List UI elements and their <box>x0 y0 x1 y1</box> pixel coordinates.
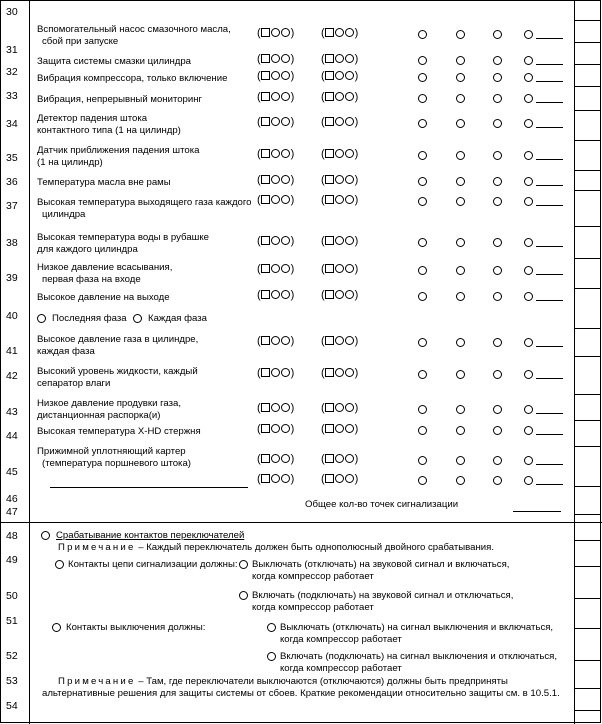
option-circle[interactable] <box>493 56 502 65</box>
margin-box-line <box>574 710 601 711</box>
option-group[interactable]: ( ) <box>257 235 295 247</box>
quantity-field[interactable] <box>536 484 563 485</box>
option-circle[interactable] <box>456 370 465 379</box>
option-group[interactable]: ( ) <box>257 27 295 39</box>
option-circle[interactable] <box>456 238 465 247</box>
margin-box-line <box>574 42 601 43</box>
option-circle[interactable] <box>524 456 533 465</box>
line-number: 31 <box>6 44 18 56</box>
line-number: 34 <box>6 118 18 130</box>
option-last-phase: Последняя фаза <box>52 313 127 324</box>
row-label: Детектор падения штока <box>37 113 148 124</box>
margin-box-line <box>574 110 601 111</box>
margin-box-line <box>574 688 601 689</box>
option-group[interactable]: ( ) <box>321 289 359 301</box>
line-number: 51 <box>6 615 18 627</box>
quantity-field[interactable] <box>536 300 563 301</box>
note2-prefix: Примечание <box>58 676 136 687</box>
option-group[interactable]: ( ) <box>257 453 295 465</box>
option-group[interactable]: ( ) <box>257 289 295 301</box>
shutdown-option1-radio[interactable] <box>267 623 276 632</box>
option-group[interactable]: ( ) <box>257 148 295 160</box>
note2-text-cont: альтернативные решения для защиты системы от сбоев. Краткие рекомендации относительно защиты см. в 10.5.1. <box>42 688 560 699</box>
option-circle[interactable] <box>524 73 533 82</box>
option-group[interactable]: ( ) <box>321 335 359 347</box>
option-circle[interactable] <box>493 405 502 414</box>
option-circle[interactable] <box>493 197 502 206</box>
option-circle[interactable] <box>524 30 533 39</box>
margin-box-line <box>574 514 601 515</box>
option-group[interactable]: ( ) <box>257 174 295 186</box>
option-group[interactable]: ( ) <box>321 235 359 247</box>
row-label: для каждого цилиндра <box>37 244 138 255</box>
row-label: Вспомогательный насос смазочного масла, <box>37 24 231 35</box>
option-group[interactable]: ( ) <box>257 70 295 82</box>
row-label: цилиндра <box>42 209 86 220</box>
option-group[interactable]: ( ) <box>321 174 359 186</box>
option-group[interactable]: ( ) <box>321 148 359 160</box>
option-circle[interactable] <box>493 292 502 301</box>
option-circle[interactable] <box>418 456 427 465</box>
option-circle[interactable] <box>524 426 533 435</box>
note-text: – Каждый переключатель должен быть однополюсный двойного срабатывания. <box>135 542 495 553</box>
margin-box-line <box>574 170 601 171</box>
margin-box-line <box>574 86 601 87</box>
line-number: 36 <box>6 176 18 188</box>
shutdown-contacts-label: Контакты выключения должны: <box>66 622 206 633</box>
option-circle[interactable] <box>418 177 427 186</box>
alarm-option2-radio[interactable] <box>239 591 248 600</box>
option-radio[interactable] <box>37 314 46 323</box>
note2-text: – Там, где переключатели выключаются (отключаются) должны быть предприняты <box>135 676 508 687</box>
option-circle[interactable] <box>524 94 533 103</box>
option-group[interactable]: ( ) <box>257 473 295 485</box>
option-circle[interactable] <box>456 73 465 82</box>
line-number: 35 <box>6 152 18 164</box>
option-circle[interactable] <box>493 456 502 465</box>
row-label: дистанционная распорка(и) <box>37 410 161 421</box>
line-number: 50 <box>6 590 18 602</box>
line-number: 53 <box>6 675 18 687</box>
option-circle[interactable] <box>418 30 427 39</box>
option-circle[interactable] <box>456 177 465 186</box>
option-circle[interactable] <box>524 405 533 414</box>
option-circle[interactable] <box>493 476 502 485</box>
line-number: 30 <box>6 6 18 18</box>
quantity-field[interactable] <box>536 434 563 435</box>
option-circle[interactable] <box>418 292 427 301</box>
option-each-phase: Каждая фаза <box>148 313 207 324</box>
right-column-divider <box>574 0 575 724</box>
option-group[interactable]: ( ) <box>321 194 359 206</box>
option-circle[interactable] <box>418 266 427 275</box>
alarm-option2-cont: когда компрессор работает <box>252 602 374 613</box>
line-number: 49 <box>6 554 18 566</box>
row-label: сепаратор влаги <box>37 378 111 389</box>
line-number: 33 <box>6 90 18 102</box>
option-group[interactable]: ( ) <box>257 194 295 206</box>
row-label: первая фаза на входе <box>42 274 141 285</box>
option-circle[interactable] <box>524 56 533 65</box>
option-circle[interactable] <box>418 426 427 435</box>
section-title: Срабатывание контактов переключателей <box>56 530 245 541</box>
option-circle[interactable] <box>418 119 427 128</box>
option-circle[interactable] <box>456 476 465 485</box>
row-label: Высокое давление на выходе <box>37 292 170 303</box>
row-label: (температура поршневого штока) <box>42 458 191 469</box>
margin-box-line <box>574 288 601 289</box>
option-circle[interactable] <box>456 426 465 435</box>
row-label: контактного типа (1 на цилиндр) <box>37 125 181 136</box>
row-label: Защита системы смазки цилиндра <box>37 56 192 67</box>
option-group[interactable]: ( ) <box>257 402 295 414</box>
line-number: 42 <box>6 370 18 382</box>
alarm-option2: Включать (подключать) на звуковой сигнал и отключаться, <box>252 590 514 601</box>
option-circle[interactable] <box>418 476 427 485</box>
shutdown-option1-cont: когда компрессор работает <box>280 634 402 645</box>
option-circle[interactable] <box>456 266 465 275</box>
option-circle[interactable] <box>524 238 533 247</box>
option-circle[interactable] <box>493 119 502 128</box>
option-circle[interactable] <box>524 338 533 347</box>
row-label: Высокий уровень жидкости, каждый <box>37 366 198 377</box>
margin-box-line <box>574 566 601 567</box>
option-circle[interactable] <box>418 238 427 247</box>
quantity-field[interactable] <box>536 464 563 465</box>
alarm-contacts-label: Контакты цепи сигнализации должны: <box>68 559 238 570</box>
option-group[interactable]: ( ) <box>321 27 359 39</box>
shutdown-option2-cont: когда компрессор работает <box>280 663 402 674</box>
option-circle[interactable] <box>524 151 533 160</box>
row-label: Прижимной уплотняющий картер <box>37 446 186 457</box>
custom-entry-line[interactable] <box>50 487 248 488</box>
quantity-field[interactable] <box>536 274 563 275</box>
row-label: Низкое давление продувки газа, <box>37 398 182 409</box>
option-group[interactable]: ( ) <box>321 53 359 65</box>
row-label: Высокая температура выходящего газа каждого <box>37 197 252 208</box>
option-circle[interactable] <box>418 73 427 82</box>
option-circle[interactable] <box>456 56 465 65</box>
option-circle[interactable] <box>418 338 427 347</box>
row-label: (1 на цилиндр) <box>37 157 103 168</box>
quantity-field[interactable] <box>536 346 563 347</box>
shutdown-option2: Включать (подключать) на сигнал выключения и отключаться, <box>280 651 558 662</box>
row-label: Низкое давление всасывания, <box>37 262 173 273</box>
row-label: Высокая температура воды в рубашке <box>37 232 209 243</box>
option-circle[interactable] <box>418 197 427 206</box>
option-circle[interactable] <box>493 338 502 347</box>
option-circle[interactable] <box>418 370 427 379</box>
quantity-field[interactable] <box>536 38 563 39</box>
option-circle[interactable] <box>418 56 427 65</box>
option-group[interactable]: ( ) <box>257 53 295 65</box>
option-group[interactable]: ( ) <box>321 423 359 435</box>
option-group[interactable]: ( ) <box>257 263 295 275</box>
line-number: 43 <box>6 406 18 418</box>
line-number: 41 <box>6 345 18 357</box>
option-group[interactable]: ( ) <box>321 116 359 128</box>
option-circle[interactable] <box>493 238 502 247</box>
quantity-field[interactable] <box>536 205 563 206</box>
option-circle[interactable] <box>418 94 427 103</box>
margin-box-line <box>574 540 601 541</box>
option-circle[interactable] <box>524 119 533 128</box>
margin-box-line <box>574 328 601 329</box>
quantity-field[interactable] <box>536 246 563 247</box>
option-group[interactable]: ( ) <box>257 116 295 128</box>
shutdown-option1: Выключать (отключать) на сигнал выключения и включаться, <box>280 622 554 633</box>
row-label: сбой при запуске <box>42 36 119 47</box>
option-group[interactable]: ( ) <box>257 335 295 347</box>
option-group[interactable]: ( ) <box>321 473 359 485</box>
row-label: Температура масла вне рамы <box>37 177 171 188</box>
option-circle[interactable] <box>456 119 465 128</box>
number-column-divider <box>29 0 30 724</box>
note-prefix: Примечание <box>58 542 136 553</box>
alarm-contacts-radio[interactable] <box>55 560 64 569</box>
margin-box-line <box>574 660 601 661</box>
option-circle[interactable] <box>456 456 465 465</box>
option-circle[interactable] <box>493 30 502 39</box>
option-circle[interactable] <box>418 405 427 414</box>
shutdown-contacts-radio[interactable] <box>52 623 61 632</box>
option-circle[interactable] <box>456 338 465 347</box>
option-circle[interactable] <box>524 266 533 275</box>
margin-box-line <box>574 20 601 21</box>
margin-box-line <box>574 258 601 259</box>
quantity-field[interactable] <box>536 81 563 82</box>
quantity-field[interactable] <box>536 127 563 128</box>
line-number: 46 <box>6 493 18 505</box>
line-number: 39 <box>6 272 18 284</box>
margin-box-line <box>574 420 601 421</box>
option-circle[interactable] <box>524 370 533 379</box>
option-circle[interactable] <box>456 405 465 414</box>
option-group[interactable]: ( ) <box>321 70 359 82</box>
margin-box-line <box>574 628 601 629</box>
margin-box-line <box>574 486 601 487</box>
alarm-option1-radio[interactable] <box>239 560 248 569</box>
option-circle[interactable] <box>524 292 533 301</box>
option-circle[interactable] <box>493 266 502 275</box>
margin-box-line <box>574 226 601 227</box>
line-number: 52 <box>6 650 18 662</box>
row-label: Вибрация, непрерывный мониторинг <box>37 94 203 105</box>
option-group[interactable]: ( ) <box>257 423 295 435</box>
option-circle[interactable] <box>493 73 502 82</box>
option-circle[interactable] <box>456 292 465 301</box>
option-circle[interactable] <box>493 177 502 186</box>
line-number: 32 <box>6 66 18 78</box>
quantity-field[interactable] <box>536 413 563 414</box>
section-radio[interactable] <box>41 531 50 540</box>
quantity-field[interactable] <box>536 102 563 103</box>
quantity-field[interactable] <box>536 159 563 160</box>
line-number: 40 <box>6 310 18 322</box>
quantity-field[interactable] <box>536 64 563 65</box>
option-circle[interactable] <box>524 476 533 485</box>
line-number: 44 <box>6 430 18 442</box>
option-group[interactable]: ( ) <box>257 367 295 379</box>
option-circle[interactable] <box>456 30 465 39</box>
line-number: 38 <box>6 237 18 249</box>
margin-box-line <box>574 394 601 395</box>
line-number: 47 <box>6 506 18 518</box>
row-label: Высокое давление газа в цилиндре, <box>37 334 199 345</box>
option-circle[interactable] <box>493 426 502 435</box>
margin-box-line <box>574 356 601 357</box>
option-circle[interactable] <box>493 151 502 160</box>
margin-box-line <box>574 64 601 65</box>
option-group[interactable]: ( ) <box>321 91 359 103</box>
quantity-field[interactable] <box>536 378 563 379</box>
option-circle[interactable] <box>524 197 533 206</box>
margin-box-line <box>574 446 601 447</box>
option-group[interactable]: ( ) <box>321 367 359 379</box>
option-circle[interactable] <box>524 177 533 186</box>
line-number: 45 <box>6 466 18 478</box>
option-circle[interactable] <box>456 151 465 160</box>
option-circle[interactable] <box>418 151 427 160</box>
alarm-option1: Выключать (отключать) на звуковой сигнал и включаться, <box>252 559 510 570</box>
row-label: каждая фаза <box>37 346 95 357</box>
total-points-label: Общее кол-во точек сигнализации <box>305 499 459 510</box>
margin-box-line <box>574 598 601 599</box>
shutdown-option2-radio[interactable] <box>267 652 276 661</box>
margin-box-line <box>574 190 601 191</box>
option-group[interactable]: ( ) <box>321 453 359 465</box>
row-label: Вибрация компрессора, только включение <box>37 73 228 84</box>
option-group[interactable]: ( ) <box>257 91 295 103</box>
line-number: 54 <box>6 700 18 712</box>
option-circle[interactable] <box>493 94 502 103</box>
margin-box-line <box>574 140 601 141</box>
total-points-field[interactable] <box>513 511 561 512</box>
option-group[interactable]: ( ) <box>321 263 359 275</box>
row-label: Высокая температура X-HD стержня <box>37 426 201 437</box>
line-number: 37 <box>6 200 18 212</box>
row-label: Датчик приближения падения штока <box>37 145 200 156</box>
option-circle[interactable] <box>456 94 465 103</box>
option-group[interactable]: ( ) <box>321 402 359 414</box>
option-radio[interactable] <box>133 314 142 323</box>
line-number: 48 <box>6 530 18 542</box>
section-divider <box>0 522 602 523</box>
option-circle[interactable] <box>493 370 502 379</box>
quantity-field[interactable] <box>536 185 563 186</box>
alarm-option1-cont: когда компрессор работает <box>252 571 374 582</box>
option-circle[interactable] <box>456 197 465 206</box>
